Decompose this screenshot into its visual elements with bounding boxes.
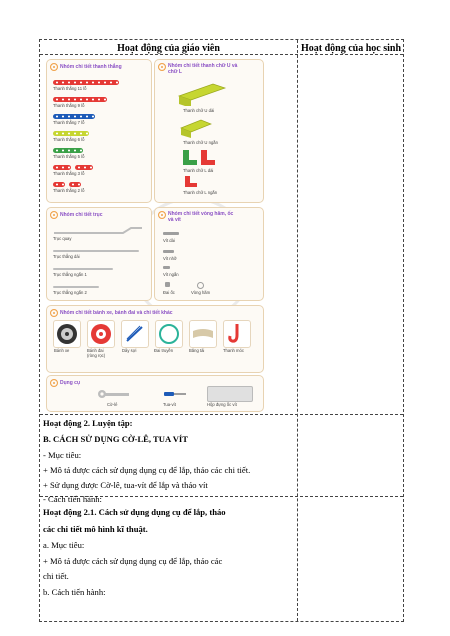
wheel-caption: Bánh xe	[54, 348, 70, 353]
long-screw	[163, 232, 179, 235]
goal-item: + Mô tả được cách sử dụng dụng cụ để lắp, tháo các chi tiết.	[43, 465, 251, 475]
goal-item: + Sử dụng được Cờ-lê, tua-vít để lắp và tháo vít	[43, 480, 208, 490]
header-divider	[40, 54, 403, 55]
b-procedure-heading: b. Cách tiến hành:	[43, 587, 106, 597]
pulley-icon	[88, 321, 114, 347]
row-divider-1	[40, 414, 403, 415]
strip-caption: Thanh thẳng 5 lỗ	[53, 154, 85, 159]
screw-box-icon	[207, 386, 253, 402]
gear-icon	[50, 63, 58, 71]
panel-strips	[46, 59, 152, 203]
gear-icon	[158, 63, 166, 71]
string-icon	[122, 321, 148, 347]
strip-11	[53, 80, 119, 85]
panel-title: Nhóm chi tiết vòng hãm, ốc và vít	[168, 211, 234, 223]
section-b-title: B. CÁCH SỬ DỤNG CỜ-LÊ, TUA VÍT	[43, 434, 189, 444]
strip-6	[53, 131, 89, 136]
strip-3	[53, 165, 71, 170]
gear-icon	[50, 379, 58, 387]
column-divider	[297, 40, 298, 621]
tool-caption: Tua-vít	[163, 402, 176, 407]
shaft-caption: Trục thẳng ngắn 1	[53, 272, 87, 277]
a-goal-item-cont: chi tiết.	[43, 571, 69, 581]
long-shaft	[53, 250, 139, 252]
cell-hook	[223, 320, 251, 348]
wheel-caption: Thanh móc	[223, 348, 244, 353]
screwdriver-icon	[163, 390, 187, 398]
panel-title: Nhóm chi tiết trục	[60, 212, 103, 218]
strip-9	[53, 97, 107, 102]
short-shaft-1	[53, 268, 113, 270]
strip-caption: Thanh thẳng 7 lỗ	[53, 120, 85, 125]
u-l-caption: Thanh chữ L dài	[183, 168, 214, 173]
cell-pulley	[87, 320, 115, 348]
activity-2-1-title: Hoạt động 2.1. Cách sử dụng dụng cụ để lắp, tháo	[43, 507, 226, 517]
conveyor-icon	[190, 321, 216, 347]
panel-nuts	[154, 207, 264, 301]
panel-title: Nhóm chi tiết thanh chữ U và chữ L	[168, 63, 238, 75]
activity-2-label: Hoạt động 2. Luyện tập:	[43, 418, 133, 428]
nut-caption: Vít nhỡ	[163, 256, 177, 261]
panel-tools	[46, 375, 264, 412]
kit-components-figure	[44, 57, 294, 412]
u-l-caption: Thanh chữ L ngắn	[183, 190, 218, 195]
u-l-caption: Thanh chữ U dài	[183, 108, 215, 113]
shaft-caption: Trục thẳng ngắn 2	[53, 290, 87, 295]
cell-string	[121, 320, 149, 348]
a-goal-item: + Mô tả được cách sử dụng dụng cụ để lắp, tháo các	[43, 556, 223, 566]
hook-icon	[224, 321, 250, 347]
nut-caption: Đai ốc	[163, 290, 175, 295]
u-long-bar	[177, 80, 227, 106]
wheel-caption: Băng tải	[189, 348, 205, 353]
shaft-caption: Trục quay	[53, 236, 72, 241]
panel-wheels	[46, 305, 264, 373]
panel-title: Dụng cụ	[60, 380, 80, 386]
gear-icon	[50, 309, 58, 317]
nut-caption: Vòng hãm	[191, 290, 211, 295]
u-l-caption: Thanh chữ U ngắn	[183, 140, 218, 145]
strip-5	[53, 148, 83, 153]
l-short-bar	[183, 174, 201, 188]
strip-caption: Thanh thẳng 2 lỗ	[53, 188, 85, 193]
lesson-table	[39, 39, 404, 622]
strip-caption: Thanh thẳng 3 lỗ	[53, 171, 85, 176]
gear-icon	[50, 211, 58, 219]
tool-caption: Hộp đựng ốc vít	[207, 402, 237, 407]
strip-caption: Thanh thẳng 11 lỗ	[53, 86, 87, 91]
strip-caption: Thanh thẳng 6 lỗ	[53, 137, 85, 142]
crank-shaft	[53, 226, 143, 236]
panel-title: Nhóm chi tiết thanh thẳng	[60, 64, 122, 70]
wheel-caption: Bánh đai (ròng rọc)	[87, 348, 106, 358]
short-screw	[163, 266, 170, 269]
wheel-caption: Dây sợi	[122, 348, 137, 353]
panel-title: Nhóm chi tiết bánh xe, bánh đai và chi tiết khác	[60, 310, 173, 316]
medium-screw	[163, 250, 174, 253]
strip-7	[53, 114, 95, 119]
strip-2b	[69, 182, 81, 187]
cell-conveyor	[189, 320, 217, 348]
header-student: Hoạt động của học sinh	[300, 43, 402, 54]
header-teacher: Hoạt động của giáo viên	[117, 43, 220, 54]
goal-heading: - Mục tiêu:	[43, 450, 82, 460]
gear-icon	[158, 211, 166, 219]
wheel-caption: Đai truyền	[154, 348, 174, 353]
nut-caption: Vít dài	[163, 238, 175, 243]
cell-wheel	[53, 320, 81, 348]
nut-caption: Vít ngắn	[163, 272, 179, 277]
activity-2-1-title-cont: các chi tiết mô hình kĩ thuật.	[43, 524, 148, 534]
short-shaft-2	[53, 286, 99, 288]
l-long-bar	[181, 148, 217, 166]
panel-shafts	[46, 207, 152, 301]
procedure-heading: - Cách tiến hành:	[43, 494, 102, 504]
panel-u-l	[154, 59, 264, 203]
strip-caption: Thanh thẳng 9 lỗ	[53, 103, 85, 108]
tool-caption: Cờ-lê	[107, 402, 118, 407]
belt-icon	[156, 321, 182, 347]
strip-3b	[75, 165, 93, 170]
cell-belt	[155, 320, 183, 348]
wrench-icon	[97, 388, 133, 400]
a-goal-heading: a. Mục tiêu:	[43, 540, 85, 550]
lock-ring-icon	[197, 282, 204, 289]
wheel-icon	[54, 321, 80, 347]
strip-2	[53, 182, 65, 187]
u-short-bar	[179, 116, 213, 138]
shaft-caption: Trục thẳng dài	[53, 254, 80, 259]
nut-icon	[165, 282, 170, 287]
